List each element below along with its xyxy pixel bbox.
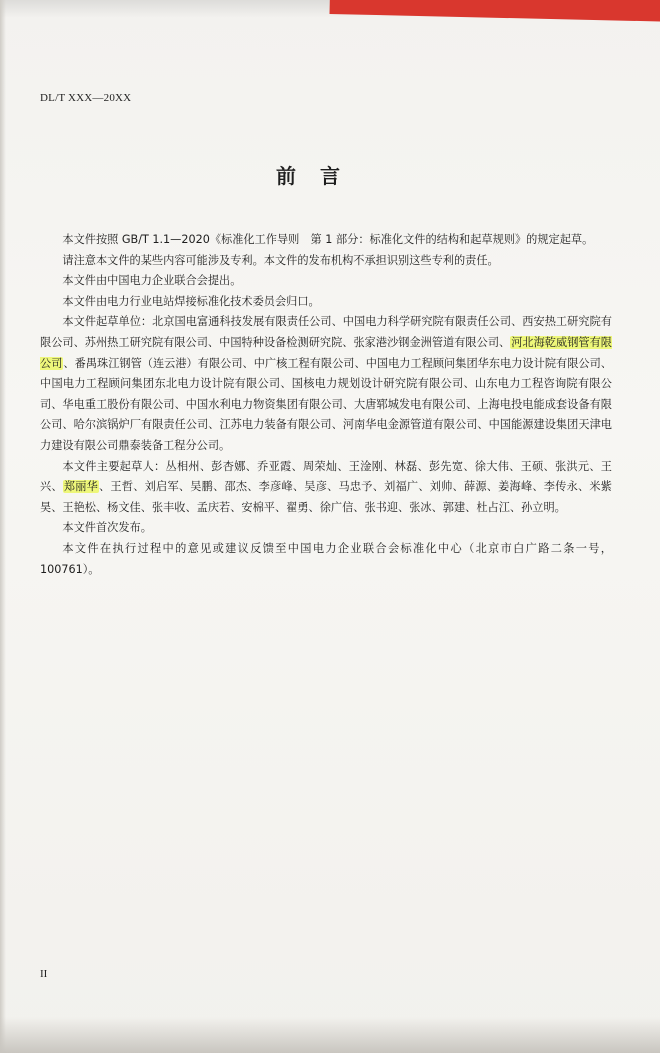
paragraph-committee: 本文件由电力行业电站焊接标准化技术委员会归口。 — [62, 294, 320, 308]
drafting-units-text-end: 、番禺珠江钢管（连云港）有限公司、中广核工程有限公司、中国电力工程顾问集团华东电力设计院有限公司、中国电力工程顾问集团东北电力设计院有限公司、国核电力规划设计研究院有限公司、山东电力工程咨询院有限公司、华电重工股份有限公司、中国水利电力物资集团有限公司、大唐郓城发电有限公司、上海电投电能成套设备有限公司、哈尔滨锅炉厂有限责任公司、江苏电力装备有限公司、河南华电金源管道有限公司、中国能源建设集团天津电力建设有限公司鼎泰装备工程分公司。 — [40, 356, 612, 452]
foreword-body — [40, 230, 612, 580]
drafters-text-start: 本文件主要起草人：丛相州、彭杏娜、乔亚霞、周荣灿、王淦刚、林磊、彭先宽、徐大伟、王硕、张洪元、王兴、 — [40, 459, 612, 494]
page-number: II — [40, 968, 48, 980]
paragraph-first-release: 本文件首次发布。 — [62, 521, 152, 535]
paragraph-standard-basis: 本文件按照 GB/T 1.1—2020《标准化工作导则 第 1 部分：标准化文件的结构和起草规则》的规定起草。 — [62, 233, 594, 246]
paragraph-drafters — [40, 457, 612, 519]
highlighted-company: 河北海乾威钢管有限公司 — [40, 335, 612, 370]
drafters-text-end: 、王哲、刘启军、吴鹏、邵杰、李彦峰、吴彦、马忠予、刘福广、刘帅、薛源、姜海峰、李传永、米紫昊、王艳松、杨文佳、张丰收、孟庆若、安棉平、翟勇、徐广信、张书迎、张冰、郭建、杜占江、孙立明。 — [40, 480, 612, 514]
page-left-edge — [0, 0, 6, 1053]
drafting-units-text-start: 本文件起草单位：北京国电富通科技发展有限责任公司、中国电力科学研究院有限责任公司、西安热工研究院有限公司、苏州热工研究院有限公司、中国特种设备检测研究院、张家港沙钢金洲管道有限公司、 — [40, 315, 612, 349]
top-red-stripe — [330, 0, 660, 22]
paragraph-proposer: 本文件由中国电力企业联合会提出。 — [62, 274, 242, 288]
paragraph-drafting-units — [40, 312, 612, 456]
paragraph-patent-notice: 请注意本文件的某些内容可能涉及专利。本文件的发布机构不承担识别这些专利的责任。 — [62, 253, 499, 267]
paragraph-feedback: 本文件在执行过程中的意见或建议反馈至中国电力企业联合会标准化中心（北京市白广路二条一号，100761）。 — [40, 541, 612, 576]
highlighted-drafter: 郑丽华 — [63, 480, 99, 494]
page-title: 前言 — [276, 164, 364, 188]
document-code: DL/T XXX—20XX — [40, 92, 132, 104]
page-bottom-shadow — [0, 1017, 660, 1053]
